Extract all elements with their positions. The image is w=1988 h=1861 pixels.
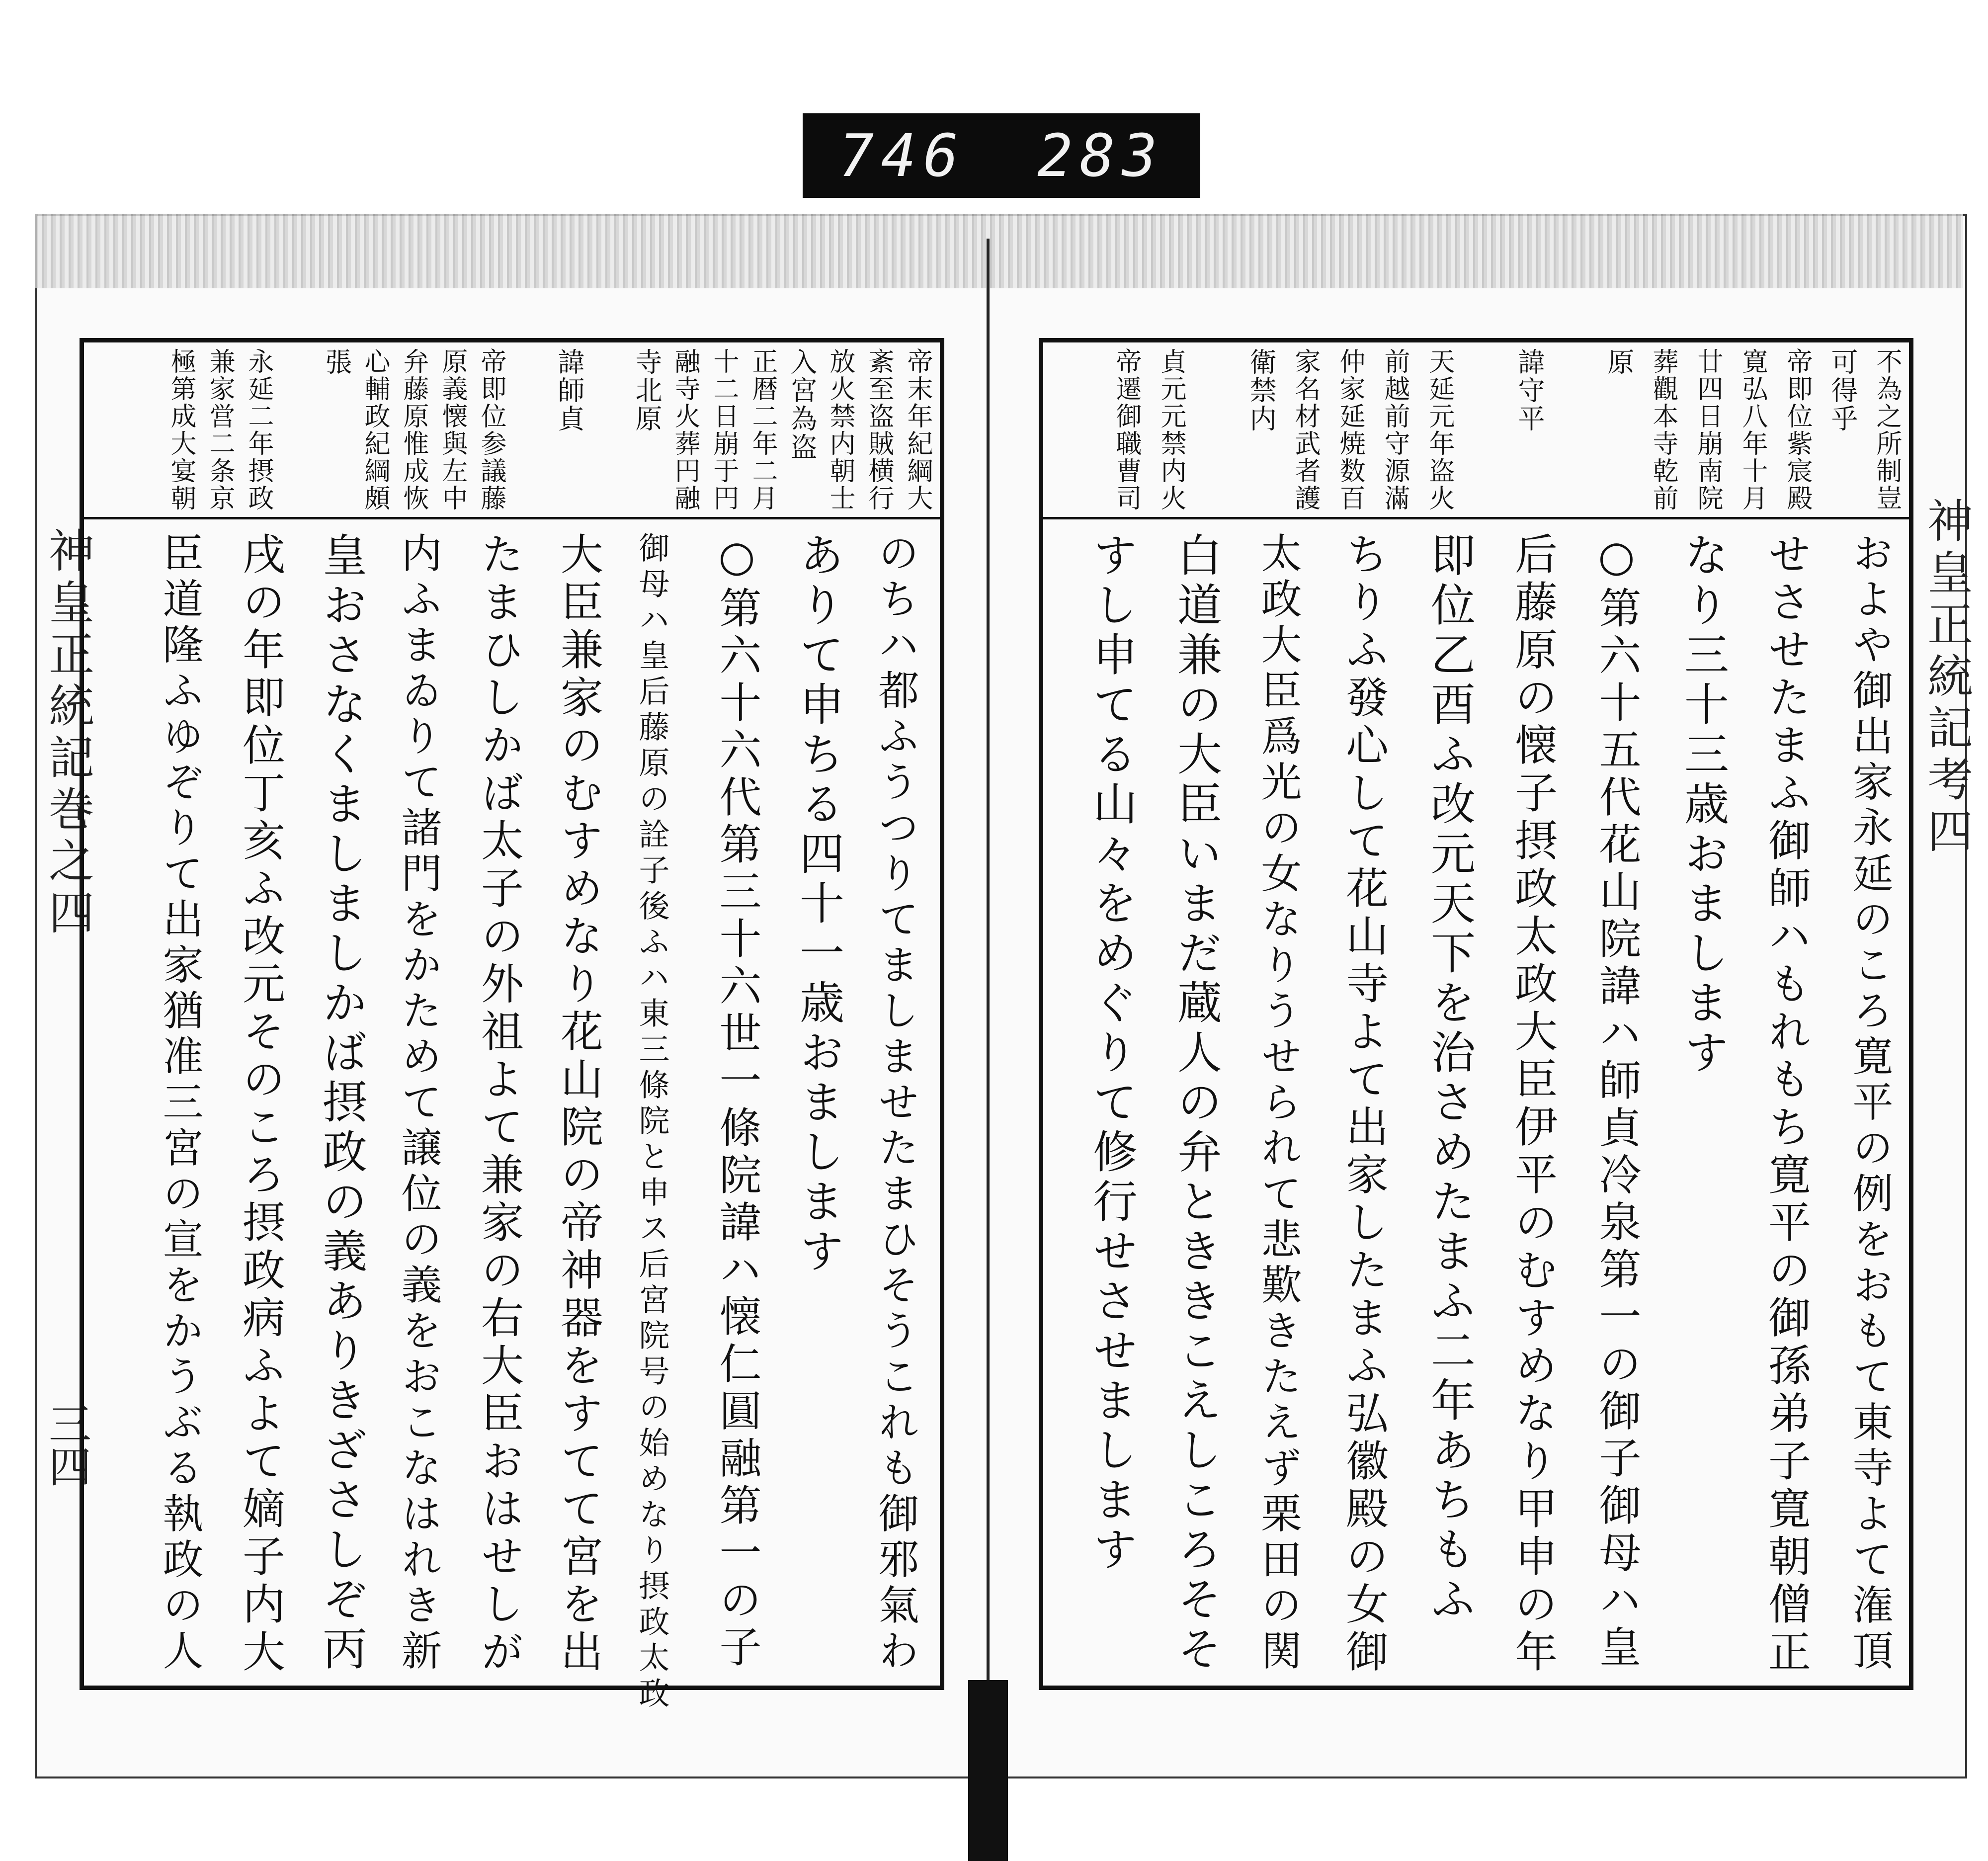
header-note-line: 家名材武者護 — [1290, 348, 1320, 512]
body-text-line: 太政大臣爲光の女なりうせられて悲歎きたえず栗田の関 — [1254, 532, 1302, 1675]
header-note-line: 天延元年盗火 — [1424, 348, 1454, 512]
header-note-line: 十二日崩于円 — [709, 348, 739, 512]
body-text-line: およや御出家永延のころ寛平の例をおもて東寺よて潅頂 — [1846, 532, 1893, 1675]
left-page-margin-title: 神皇正統記巻之四 — [41, 527, 94, 940]
header-note-line: 前越前守源滿 — [1380, 348, 1409, 512]
body-text-line: すし申てる山々をめぐりて修行せさせまします — [1085, 532, 1137, 1576]
header-note-line: 永延二年摂政 — [244, 348, 273, 512]
right-page-margin-title: 神皇正統記考四 — [1920, 497, 1973, 859]
left-page-number: 三四 — [41, 1402, 91, 1487]
header-note-line: 融寺火葬円融 — [670, 348, 700, 512]
body-text-line: 白道兼の大臣いまだ蔵人の弁とききこえしころそそ — [1169, 532, 1222, 1675]
book-gutter — [987, 239, 990, 1680]
body-text-line: 即位乙酉ふ改元天下を治さめたまふ二年あちもふ — [1423, 532, 1475, 1625]
header-note-line: 不為之所制豈 — [1872, 348, 1902, 512]
header-note-line: 入宮為盗 — [786, 348, 818, 461]
body-text-line: なり三十三歳おまします — [1676, 532, 1729, 1079]
header-note-line: 張 — [321, 348, 352, 376]
header-note-line: 衛禁内 — [1245, 348, 1277, 433]
archive-label-left-number: 746 — [838, 121, 966, 190]
body-text-line: ちりふ發心して花山寺よて出家したまふ弘徽殿の女御 — [1338, 532, 1388, 1677]
header-note-line: 放火禁内朝士 — [825, 348, 855, 512]
header-note-line: 原 — [1603, 348, 1635, 376]
header-note-line: 葬觀本寺乾前 — [1648, 348, 1678, 512]
body-text-line: 戌の年即位丁亥ふ改元そのころ摂政病ふよて嫡子内大 — [235, 532, 285, 1677]
archive-label-right-number: 283 — [1037, 121, 1164, 190]
header-note-line: 諱師貞 — [554, 348, 585, 433]
header-note-line: 貞元元禁内火 — [1156, 348, 1186, 512]
body-text-line: ○第六十六代第三十六世一條院諱ハ懐仁圓融第一の子 — [712, 532, 761, 1672]
header-note-line: 仲家延焼数百 — [1335, 348, 1365, 512]
header-note-line: 廿四日崩南院 — [1693, 348, 1723, 512]
binding-spine — [968, 1680, 1008, 1861]
body-text-line: ありて申ちる四十一歳おまします — [792, 532, 844, 1277]
body-text-line: 内ふまゐりて諸門をかためて譲位の義をおこなはれき新 — [395, 532, 442, 1675]
header-note-line: 帝遷御職曹司 — [1111, 348, 1141, 512]
header-note-line: 帝即位紫宸殿 — [1782, 348, 1812, 512]
header-note-line: 寺北原 — [631, 348, 663, 433]
header-note-line: 正暦二年二月 — [747, 348, 777, 512]
body-text-line: せさせたまふ御師ハもれもち寛平の御孫弟子寛朝僧正 — [1761, 532, 1811, 1677]
body-text-line: 御母ハ皇后藤原の詮子後ふハ東三條院と申ス后宮院号の始めなり摂政太政 — [634, 532, 670, 1713]
header-note-line: 弁藤原惟成恢 — [399, 348, 428, 512]
page-top-edge-shadow — [35, 214, 1963, 288]
body-text-line: 皇おさなくましましかば摂政の義ありきざさしぞ丙 — [315, 532, 367, 1675]
body-text-line: ○第六十五代花山院諱ハ師貞冷泉第一の御子御母ハ皇 — [1592, 532, 1641, 1672]
header-note-line: 帝即位参議藤 — [476, 348, 506, 512]
header-note-line: 可得乎 — [1827, 348, 1858, 433]
body-text-line: 臣道隆ふゆぞりて出家猶准三宮の宣をかうぶる執政の人 — [156, 532, 203, 1675]
body-text-line: たまひしかば太子の外祖よて兼家の右大臣おはせしが — [474, 532, 523, 1677]
header-note-line: 諱守平 — [1514, 348, 1545, 433]
right-page-header-divider — [1039, 517, 1913, 519]
body-text-line: のちハ都ふうつりてましませたまひそうこれも御邪氣わ — [872, 532, 919, 1675]
body-text-line: 大臣兼家のむすめなり花山院の帝神器をすてて宮を出 — [553, 532, 603, 1677]
header-note-line: 紊至盗賊横行 — [864, 348, 894, 512]
header-note-line: 心輔政紀綱頗 — [360, 348, 390, 512]
archive-label-plate — [803, 113, 1200, 198]
header-note-line: 極第成大宴朝 — [166, 348, 196, 512]
header-note-line: 帝末年紀綱大 — [903, 348, 932, 512]
body-text-line: 后藤原の懐子摂政太政大臣伊平のむすめなり甲申の年 — [1507, 532, 1557, 1677]
header-note-line: 原義懐與左中 — [437, 348, 467, 512]
left-page-header-divider — [80, 517, 944, 519]
header-note-line: 寛弘八年十月 — [1738, 348, 1767, 512]
header-note-line: 兼家営二条京 — [205, 348, 235, 512]
